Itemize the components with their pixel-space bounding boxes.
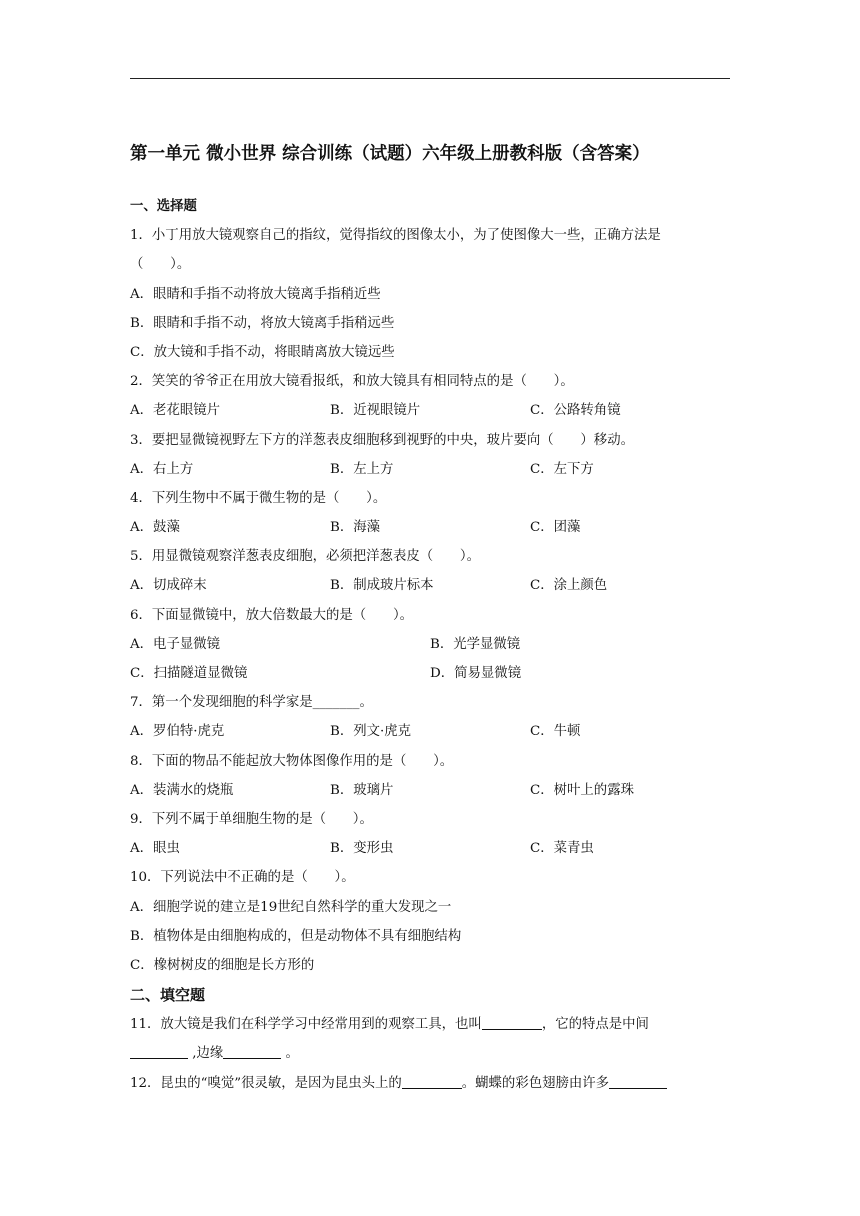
- answer-blank: [402, 1072, 462, 1089]
- question-stem: 6．下面显微镜中，放大倍数最大的是（ ）。: [130, 607, 414, 623]
- option: A．电子显微镜: [130, 636, 221, 652]
- question-stem: 7．第一个发现细胞的科学家是_______。: [130, 695, 373, 711]
- option: A．装满水的烧瓶: [130, 782, 234, 798]
- question-stem: 4．下列生物中不属于微生物的是（ ）。: [130, 490, 387, 506]
- fill-text: ，它的特点是中间: [541, 1017, 649, 1033]
- option: B．海藻: [330, 520, 381, 536]
- option: A．细胞学说的建立是19世纪自然科学的重大发现之一: [130, 899, 452, 915]
- question-stem: 10．下列说法中不正确的是（ ）。: [130, 870, 355, 886]
- option: B．植物体是由细胞构成的，但是动物体不具有细胞结构: [130, 928, 462, 944]
- option: B．制成玻片标本: [330, 578, 434, 594]
- question-stem: 9．下列不属于单细胞生物的是（ ）。: [130, 811, 373, 827]
- option: B．左上方: [330, 461, 394, 477]
- option: B．光学显微镜: [430, 636, 521, 652]
- options-row: [130, 459, 730, 488]
- options-row: [130, 634, 730, 663]
- options-row: [130, 721, 730, 750]
- option: C．公路转角镜: [530, 403, 621, 419]
- option: C．左下方: [530, 461, 594, 477]
- option: A．罗伯特·虎克: [130, 724, 225, 740]
- option: A．鼓藻: [130, 520, 180, 536]
- fill-text: 。: [281, 1046, 299, 1062]
- option: B．变形虫: [330, 841, 394, 857]
- option: C．牛顿: [530, 724, 581, 740]
- question-stem: 3．要把显微镜视野左下方的洋葱表皮细胞移到视野的中央，玻片要向（ ）移动。: [130, 432, 634, 448]
- option: B．眼睛和手指不动，将放大镜离手指稍远些: [130, 315, 395, 331]
- answer-blank: [223, 1042, 281, 1059]
- question-stem: 5．用显微镜观察洋葱表皮细胞，必须把洋葱表皮（ ）。: [130, 549, 480, 565]
- header-rule: [130, 78, 730, 79]
- option: C．树叶上的露珠: [530, 782, 634, 798]
- option: B．玻璃片: [330, 782, 394, 798]
- answer-blank: [482, 1013, 542, 1030]
- options-row: [130, 575, 730, 604]
- option: B．近视眼镜片: [330, 403, 421, 419]
- fill-question-11: [130, 1013, 730, 1042]
- option: A．老花眼镜片: [130, 403, 221, 419]
- fill-text: ,边缘: [188, 1046, 224, 1062]
- question-stem: 8．下面的物品不能起放大物体图像作用的是（ ）。: [130, 753, 454, 769]
- option: B．列文·虎克: [330, 724, 412, 740]
- question-stem-continued: （ ）。: [130, 257, 191, 273]
- option: D．简易显微镜: [430, 666, 522, 681]
- option: A．右上方: [130, 461, 194, 477]
- section-heading-choice: 一、选择题: [130, 199, 197, 214]
- page-title: 第一单元 微小世界 综合训练（试题）六年级上册教科版（含答案）: [130, 144, 650, 164]
- fill-text: 。蝴蝶的彩色翅膀由许多: [461, 1075, 610, 1091]
- option: C．扫描隧道显微镜: [130, 666, 248, 681]
- option: C．涂上颜色: [530, 578, 608, 594]
- options-row: [130, 400, 730, 429]
- fill-question-12: [130, 1072, 730, 1101]
- option: C．橡树树皮的细胞是长方形的: [130, 957, 315, 973]
- fill-text: 11．放大镜是我们在科学学习中经常用到的观察工具，也叫: [130, 1017, 482, 1033]
- answer-blank: [609, 1072, 667, 1089]
- worksheet-body: [130, 196, 730, 1101]
- question-stem: 2．笑笑的爷爷正在用放大镜看报纸，和放大镜具有相同特点的是（ ）。: [130, 374, 574, 390]
- options-row: [130, 838, 730, 867]
- option: C．团藻: [530, 520, 581, 536]
- options-row: [130, 663, 730, 692]
- fill-text: 12．昆虫的“嗅觉”很灵敏，是因为昆虫头上的: [130, 1075, 402, 1091]
- option: C．放大镜和手指不动，将眼睛离放大镜远些: [130, 344, 395, 360]
- options-row: [130, 517, 730, 546]
- question-stem: 1．小丁用放大镜观察自己的指纹，觉得指纹的图像太小，为了使图像大一些，正确方法是: [130, 228, 661, 244]
- option: C．菜青虫: [530, 841, 594, 857]
- fill-question-11-continued: [130, 1042, 730, 1071]
- answer-blank: [130, 1042, 188, 1059]
- option: A．切成碎末: [130, 578, 207, 594]
- options-row: [130, 780, 730, 809]
- option: A．眼睛和手指不动将放大镜离手指稍近些: [130, 286, 381, 302]
- option: A．眼虫: [130, 841, 180, 857]
- section-heading-fill: 二、填空题: [130, 986, 206, 1005]
